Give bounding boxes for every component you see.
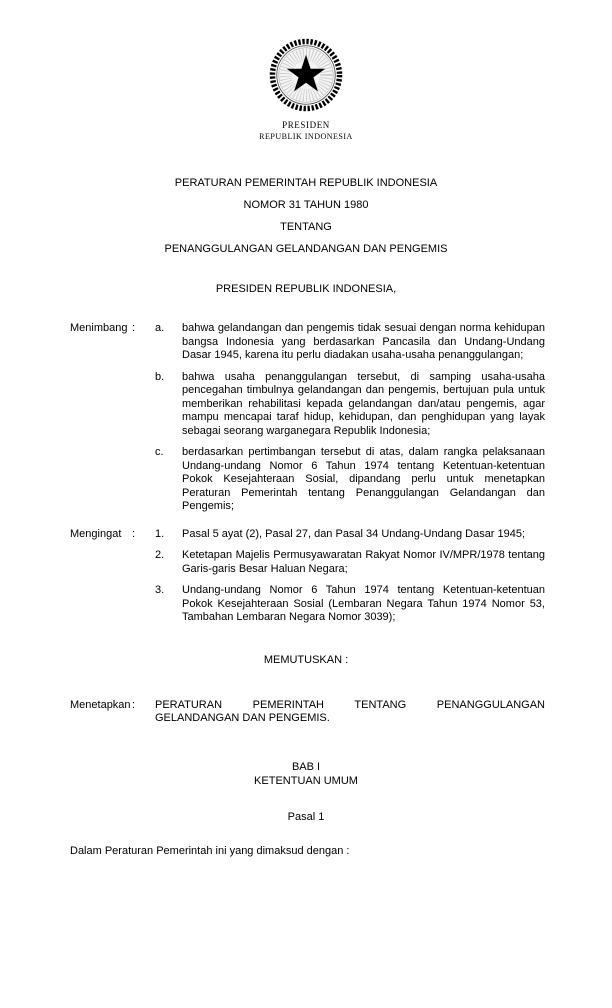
section-label-menetapkan: Menetapkan xyxy=(70,698,131,711)
colon-separator: : xyxy=(132,698,136,711)
intro-text: Dalam Peraturan Pemerintah ini yang dimaksud dengan : xyxy=(70,844,350,857)
item-text: bahwa gelandangan dan pengemis tidak sesuai dengan norma kehidupan bangsa Indonesia yang berdasarkan Pancasila dan Undang-Undang Dasar 1945, karena itu perlu diadakan usaha-usaha penanggulangan; xyxy=(182,322,545,361)
item-marker: 1. xyxy=(155,527,165,540)
document-title xyxy=(0,172,612,260)
title-line-regulation: PERATURAN PEMERINTAH REPUBLIK INDONESIA xyxy=(174,177,438,189)
org-name-presiden: PRESIDEN xyxy=(282,120,330,130)
item-marker: 2. xyxy=(155,549,165,561)
chapter-title: KETENTUAN UMUM xyxy=(254,774,358,787)
title-line-tentang: TENTANG xyxy=(280,221,332,233)
item-text: Undang-undang Nomor 6 Tahun 1974 tentang Ketentuan-ketentuan Pokok Kesejahteraan Sosial (Lembaran Negara Tahun 1974 Nomor 53, Tambahan Lembaran Negara Nomor 3039); xyxy=(182,584,545,623)
menetapkan-section xyxy=(70,699,545,726)
org-name-republik-indonesia: REPUBLIK INDONESIA xyxy=(259,132,353,141)
item-text: Pasal 5 ayat (2), Pasal 27, dan Pasal 34 Undang-Undang Dasar 1945; xyxy=(182,527,526,540)
colon-separator: : xyxy=(132,527,136,540)
item-text: bahwa usaha penanggulangan tersebut, di samping usaha-usaha pencegahan timbulnya gelandangan dan pengemis, bertujuan pula untuk memberikan rehabilitasi kepada gelandangan dan/atau pengemis, agar mampu mencapai taraf hidup, kehidupan, dan penghidupan yang layak sebagai seorang warganegara Republik Indonesia; xyxy=(182,370,545,437)
title-line-number: NOMOR 31 TAHUN 1980 xyxy=(243,199,369,211)
letterhead xyxy=(0,36,612,142)
item-marker: 3. xyxy=(155,584,165,596)
menetapkan-text: PERATURAN PEMERINTAH TENTANG PENANGGULANGAN GELANDANGAN DAN PENGEMIS. xyxy=(155,698,545,724)
chapter-heading xyxy=(0,760,612,788)
item-text: Ketetapan Majelis Permusyawaratan Rakyat Nomor IV/MPR/1978 tentang Garis-garis Besar Haluan Negara; xyxy=(182,549,545,575)
list-item xyxy=(155,549,545,576)
considering-section xyxy=(70,322,545,514)
considering-items xyxy=(155,322,545,514)
presidential-seal-icon xyxy=(267,36,345,114)
article-heading: Pasal 1 xyxy=(287,810,325,823)
item-marker: c. xyxy=(155,446,164,458)
section-label-menimbang: Menimbang xyxy=(70,322,128,334)
colon-separator: : xyxy=(132,322,136,334)
memutuskan-heading: MEMUTUSKAN : xyxy=(263,653,349,666)
in-view-of-items xyxy=(155,528,545,625)
title-line-subject: PENANGGULANGAN GELANDANGAN DAN PENGEMIS xyxy=(164,243,448,255)
list-item xyxy=(155,584,545,625)
list-item xyxy=(155,371,545,439)
item-marker: a. xyxy=(155,322,165,334)
list-item xyxy=(155,446,545,514)
item-marker: b. xyxy=(155,370,165,383)
chapter-number: BAB I xyxy=(291,760,321,773)
list-item xyxy=(155,322,545,363)
section-label-mengingat: Mengingat xyxy=(70,527,122,540)
list-item xyxy=(155,528,545,542)
item-text: berdasarkan pertimbangan tersebut di atas, dalam rangka pelaksanaan Undang-undang Nomor 6 Tahun 1974 tentang Ketentuan-ketentuan Pokok Kesejahteraan Sosial, dipandang perlu untuk menetapkan Peraturan Pemerintah tentang Penanggulangan Gelandangan dan Pengemis; xyxy=(182,446,545,512)
in-view-of-section xyxy=(70,528,545,625)
salutation: PRESIDEN REPUBLIK INDONESIA, xyxy=(215,283,397,295)
